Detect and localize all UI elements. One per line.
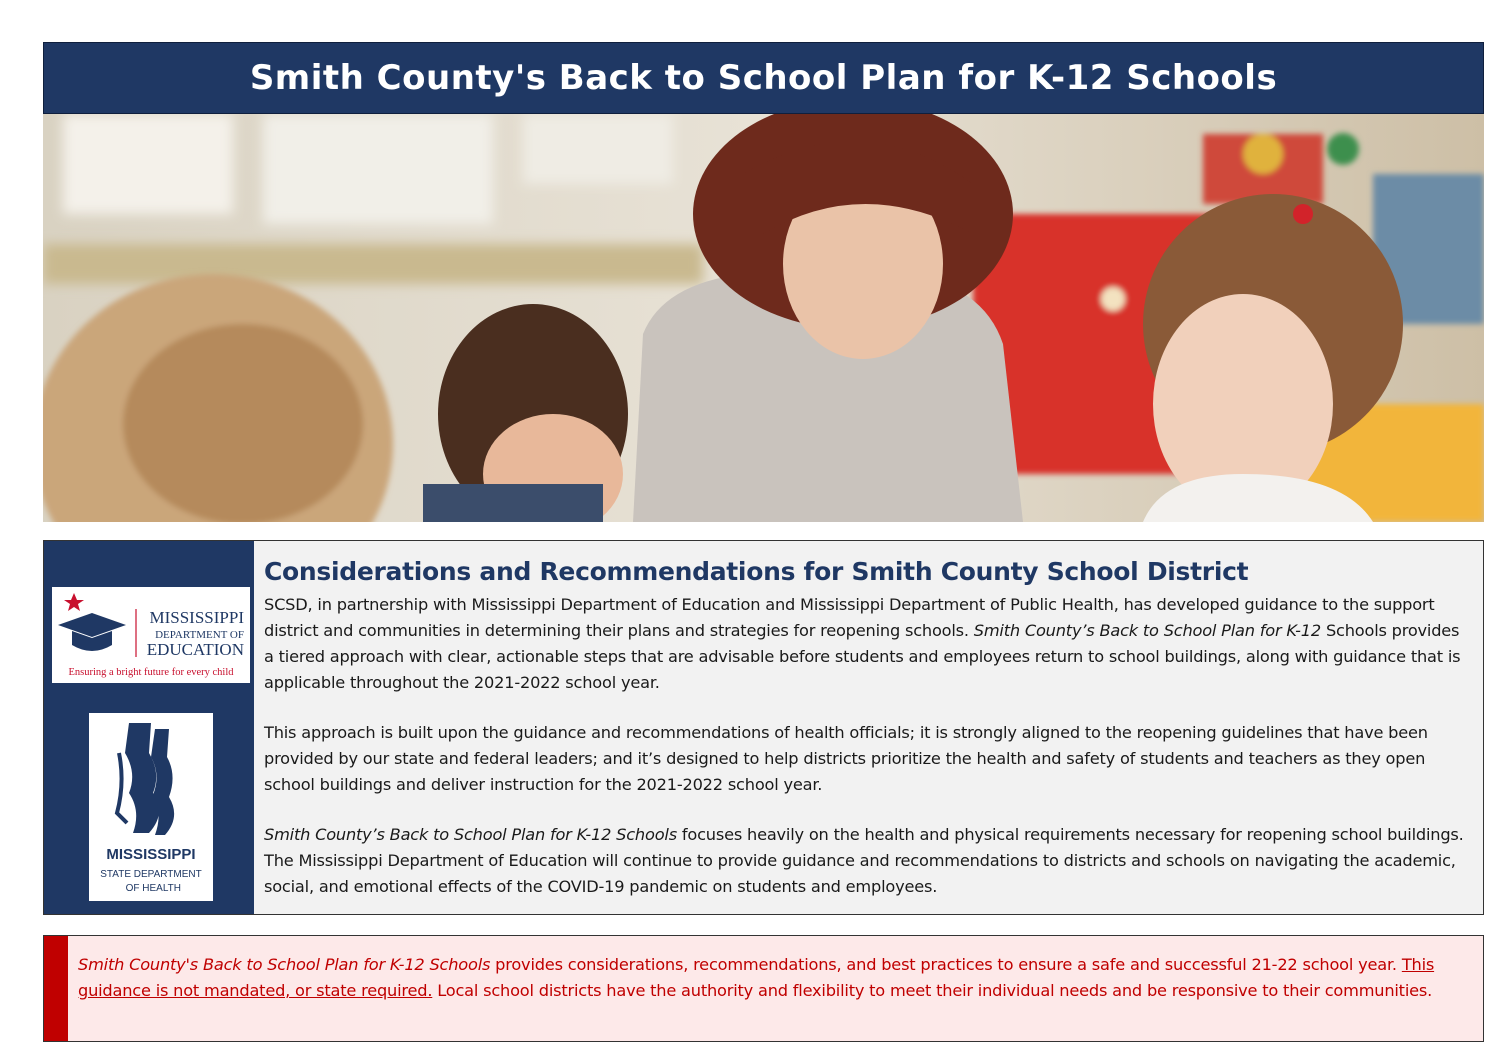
paragraph-2: This approach is built upon the guidance and recommendations of health officials; it is strongly aligned to the reopening guidelines that have been provided by our state and federal leaders; and it’s designed to help districts prioritize the health and safety of students and teachers as they open school buildings and deliver instruction for the 2021-2022 school year. [264,723,1428,794]
notice-accent-bar [44,936,68,1041]
svg-text:MISSISSIPPI: MISSISSIPPI [149,608,244,627]
graduation-cap-icon [58,613,126,637]
msdh-logo [89,713,213,901]
considerations-content [254,541,1483,914]
paragraph-3: Smith County’s Back to School Plan for K-12 Schools focuses heavily on the health and physical requirements necessary for reopening school buildings. The Mississippi Department of Education will continue to provide guidance and recommendations to districts and schools on navigating the academic, social, and emotional effects of the COVID-19 pandemic on students and employees. [264,825,1464,896]
paragraph-1: SCSD, in partnership with Mississippi Department of Education and Mississippi Department of Public Health, has developed guidance to the support district and communities in determining their plans and strategies for reopening schools. Smith County’s Back to School Plan for K-12 Schools provides a tiered approach with clear, actionable steps that are advisable before students and employees return to school buildings, along with guidance that is applicable throughout the 2021-2022 school year. [264,595,1461,692]
mde-logo [52,587,250,683]
title-banner [43,42,1484,114]
disclaimer-notice [43,935,1484,1042]
hero-photo [43,114,1484,522]
notice-text: Smith County's Back to School Plan for K-12 Schools provides considerations, recommendations, and best practices to ensure a safe and successful 21-22 school year. This guidance is not mandated, or state required. Local school districts have the authority and flexibility to meet their individual needs and be responsive to their communities. [78,955,1435,1000]
svg-text:MISSISSIPPI: MISSISSIPPI [106,846,196,863]
considerations-panel [43,540,1484,915]
svg-text:EDUCATION: EDUCATION [146,640,244,659]
svg-text:STATE DEPARTMENT: STATE DEPARTMENT [100,869,202,880]
star-icon [64,593,84,611]
svg-text:DEPARTMENT OF: DEPARTMENT OF [155,629,244,641]
page-title: Smith County's Back to School Plan for K-12 Schools [249,58,1278,98]
considerations-heading: Considerations and Recommendations for Smith County School District [264,557,1249,586]
logo-sidebar [44,541,254,914]
svg-text:Ensuring a bright future for e: Ensuring a bright future for every child [68,667,234,678]
svg-text:OF HEALTH: OF HEALTH [125,883,181,894]
classroom-photo-icon [43,114,1484,522]
